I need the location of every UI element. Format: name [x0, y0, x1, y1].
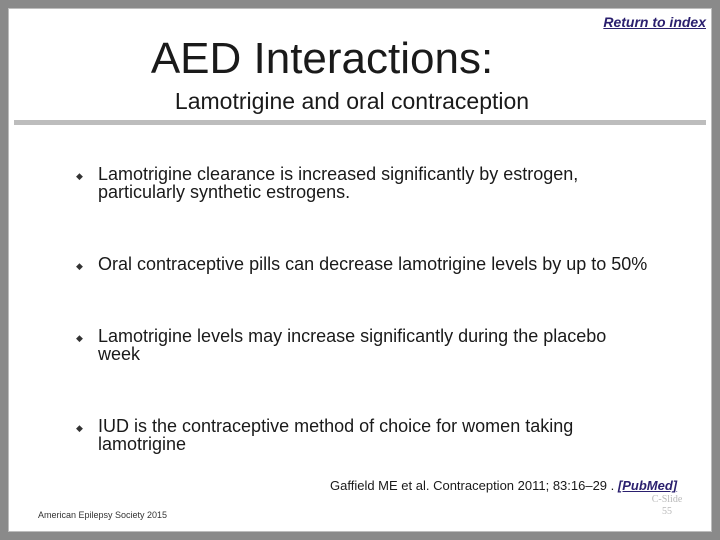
diamond-bullet-icon: ◆: [76, 171, 83, 181]
diamond-bullet-icon: ◆: [76, 333, 83, 343]
list-item: [70, 165, 650, 201]
title-divider: [14, 120, 706, 125]
return-to-index-link[interactable]: Return to index: [603, 14, 706, 30]
list-item: [70, 255, 650, 273]
slide-number-value: 55: [662, 506, 672, 517]
pubmed-link[interactable]: [PubMed]: [617, 478, 678, 493]
bullet-text: Oral contraceptive pills can decrease lamotrigine levels by up to 50%: [98, 254, 648, 274]
bullet-text: Lamotrigine clearance is increased significantly by estrogen, particularly synthetic estrogens.: [98, 164, 579, 202]
list-item: [70, 417, 650, 453]
slide-label: C-Slide: [651, 494, 683, 505]
citation: [330, 478, 677, 493]
page-subtitle: Lamotrigine and oral contraception: [174, 88, 530, 114]
diamond-bullet-icon: ◆: [76, 423, 83, 433]
page-title: AED Interactions:: [150, 34, 494, 83]
bullet-text: IUD is the contraceptive method of choice for women taking lamotrigine: [98, 416, 574, 454]
bullet-list: [70, 165, 650, 453]
footer-organization: American Epilepsy Society 2015: [38, 510, 168, 520]
diamond-bullet-icon: ◆: [76, 261, 83, 271]
slide-number: [644, 494, 690, 518]
bullet-text: Lamotrigine levels may increase significantly during the placebo week: [98, 326, 607, 364]
list-item: [70, 327, 650, 363]
citation-text: Gaffield ME et al. Contraception 2011; 83:16–29 .: [330, 478, 615, 493]
